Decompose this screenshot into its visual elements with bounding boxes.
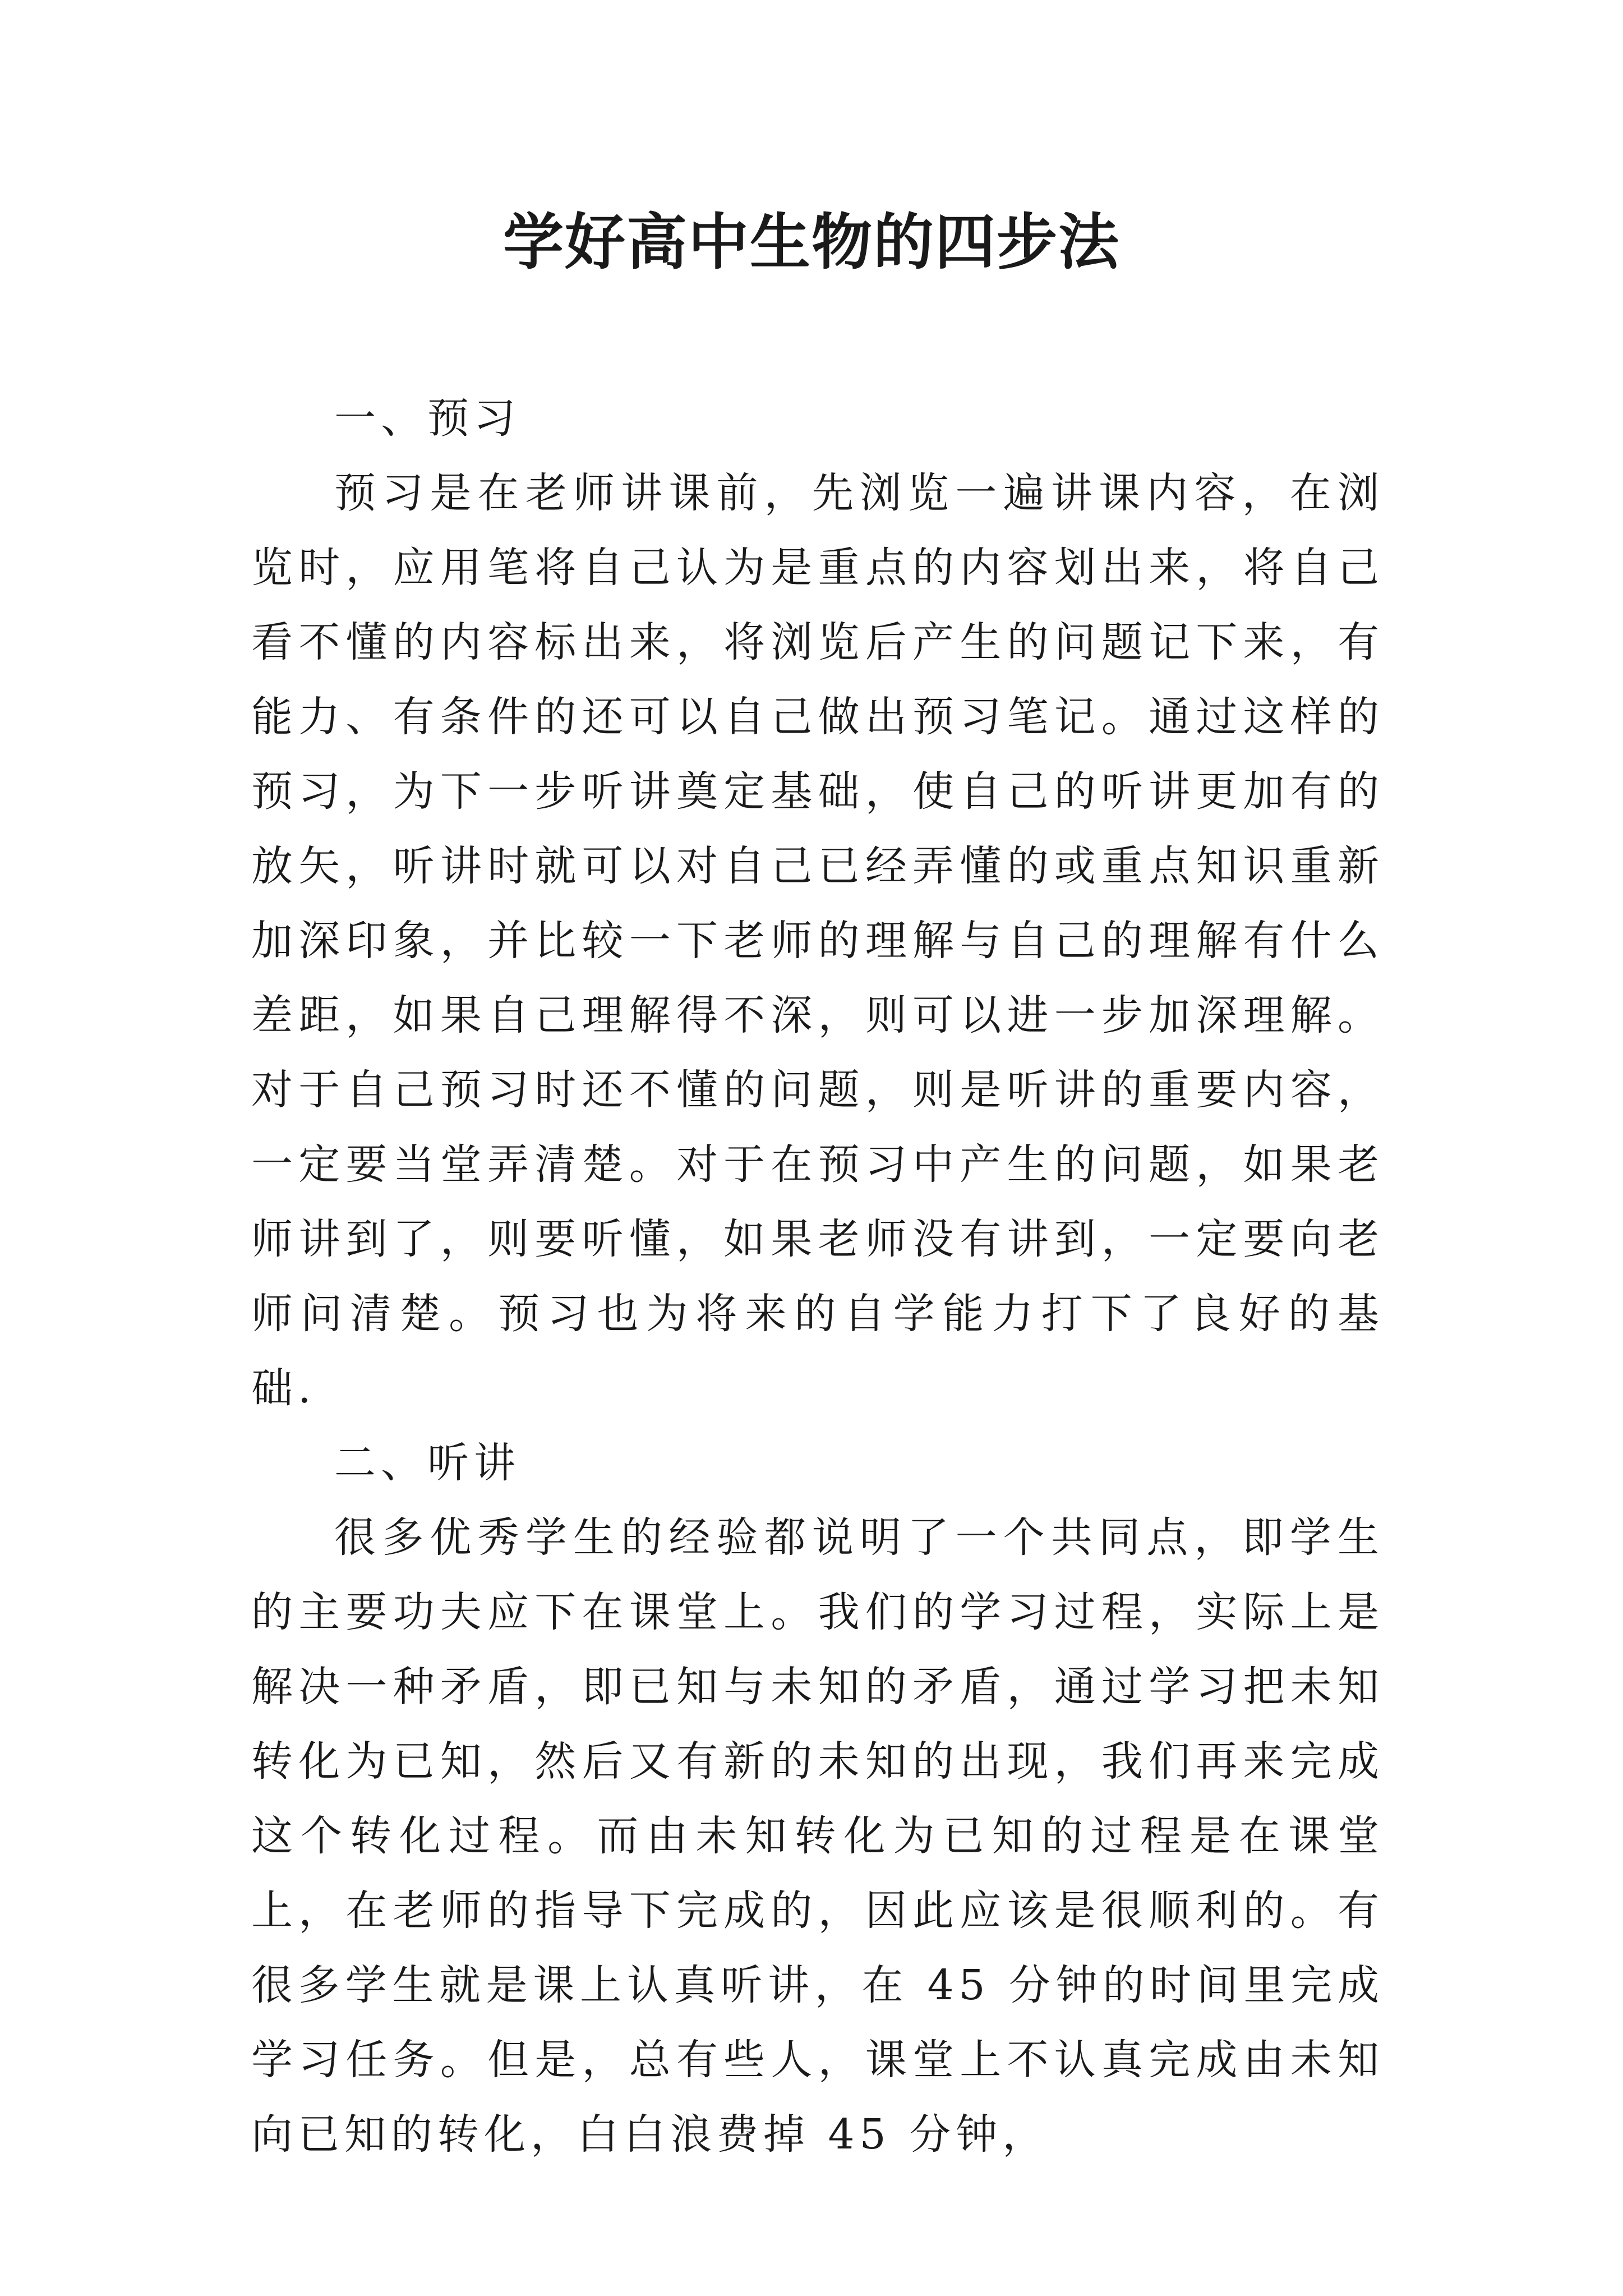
section-paragraph-listening: 很多优秀学生的经验都说明了一个共同点，即学生的主要功夫应下在课堂上。我们的学习过程，实际上是解决一种矛盾，即已知与未知的矛盾，通过学习把未知转化为已知，然后又有新的未知的出现，我们再来完成这个转化过程。而由未知转化为已知的过程是在课堂上，在老师的指导下完成的，因此应该是很顺利的。有很多学生就是课上认真听讲，在 45 分钟的时间里完成学习任务。但是，总有些人，课堂上不认真完成由未知向已知的转化，白白浪费掉 45 分钟， — [251, 1513, 1384, 2159]
section-heading-listening: 二、听讲 — [334, 1439, 520, 1487]
section-heading-preview: 一、预习 — [334, 394, 520, 443]
section-paragraph-preview: 预习是在老师讲课前，先浏览一遍讲课内容，在浏览时，应用笔将自己认为是重点的内容划出来，将自己看不懂的内容标出来，将浏览后产生的问题记下来，有能力、有条件的还可以自己做出预习笔记。通过这样的预习，为下一步听讲奠定基础，使自己的听讲更加有的放矢，听讲时就可以对自己已经弄懂的或重点知识重新加深印象，并比较一下老师的理解与自己的理解有什么差距，如果自己理解得不深，则可以进一步加深理解。对于自己预习时还不懂的问题，则是听讲的重要内容，一定要当堂弄清楚。对于在预习中产生的问题，如果老师讲到了，则要听懂，如果老师没有讲到，一定要向老师问清楚。预习也为将来的自学能力打下了良好的基础. — [251, 469, 1384, 1412]
document-title: 学好高中生物的四步法 — [502, 207, 1120, 278]
document-body — [251, 381, 1384, 2172]
